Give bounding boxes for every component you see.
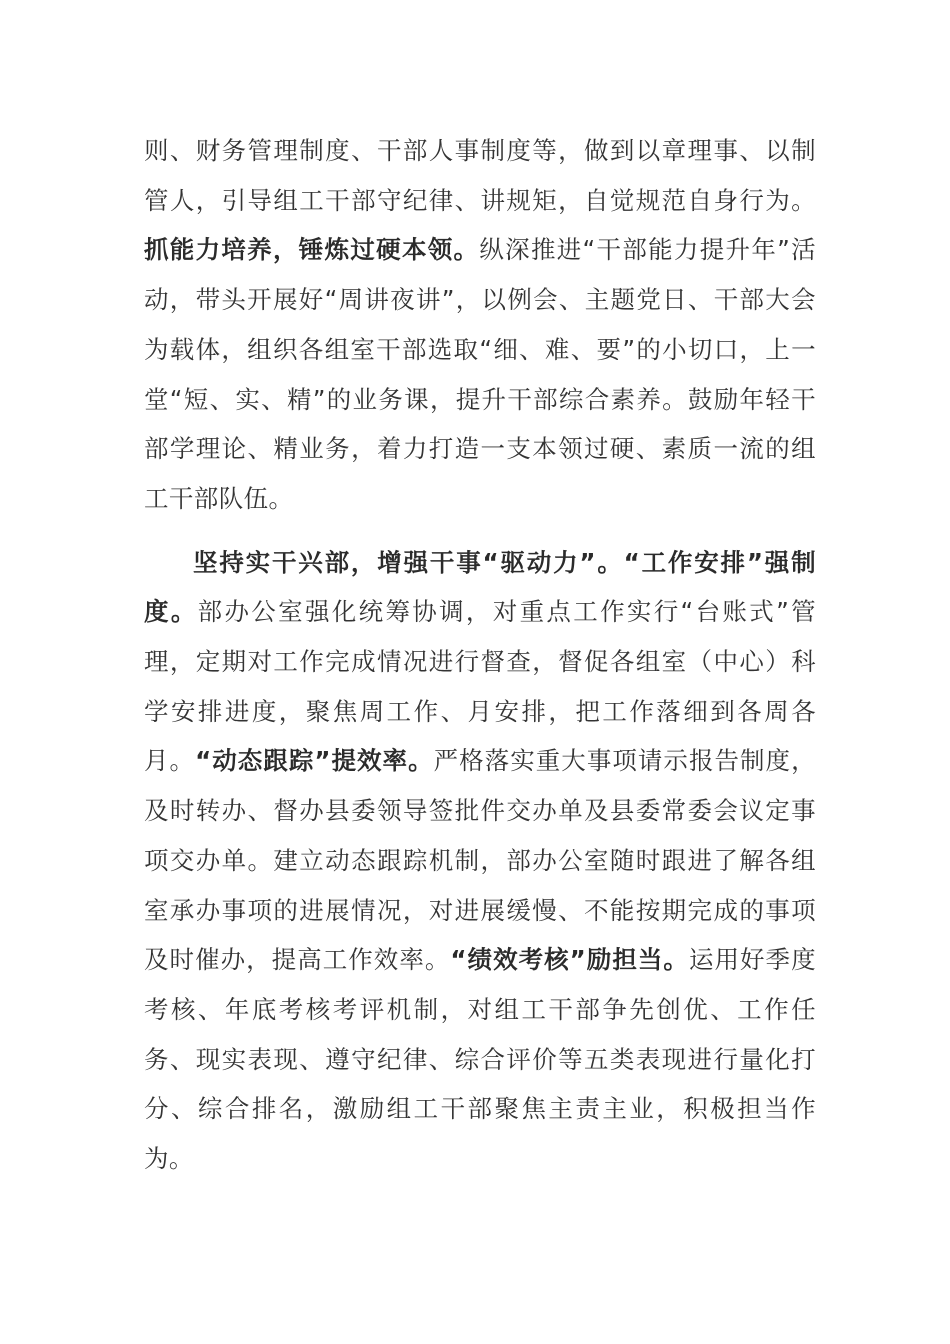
- paragraph-2-text-a: 部办公室强化统筹协调，对重点工作实行“台账式”管理，定期对工作完成情况进行督查，督促各组室（中心）科学安排进度，聚焦周工作、月安排，把工作落细到各周各月。: [144, 597, 816, 776]
- paragraph-2-heading-performance-assessment: “绩效考核”励担当。: [450, 945, 689, 975]
- paragraph-1-text-a: 则、财务管理制度、干部人事制度等，做到以章理事、以制管人，引导组工干部守纪律、讲规矩，自觉规范自身行为。: [144, 136, 816, 215]
- paragraph-2: [144, 538, 816, 1184]
- paragraph-2-text-b: 严格落实重大事项请示报告制度，及时转办、督办县委领导签批件交办单及县委常委会议定事项交办单。建立动态跟踪机制，部办公室随时跟进了解各组室承办事项的进展情况，对进展缓慢、不能按期完成的事项及时催办，提高工作效率。: [144, 746, 816, 975]
- paragraph-1: [144, 126, 816, 524]
- paragraph-2-heading-dynamic-tracking: “动态跟踪”提效率。: [195, 746, 434, 776]
- document-body: [144, 126, 816, 1184]
- paragraph-2-text-c: 运用好季度考核、年底考核考评机制，对组工干部争先创优、工作任务、现实表现、遵守纪律、综合评价等五类表现进行量化打分、综合排名，激励组工干部聚焦主责主业，积极担当作为。: [144, 945, 816, 1174]
- paragraph-2-heading-driving-force: 坚持实干兴部，增强干事“驱动力”。“工作安排”强制度。: [144, 547, 816, 627]
- paragraph-1-heading-ability-training: 抓能力培养，锤炼过硬本领。: [144, 235, 480, 265]
- paragraph-1-text-b: 纵深推进“干部能力提升年”活动，带头开展好“周讲夜讲”，以例会、主题党日、干部大会为载体，组织各组室干部选取“细、难、要”的小切口，上一堂“短、实、精”的业务课，提升干部综合素养。鼓励年轻干部学理论、精业务，着力打造一支本领过硬、素质一流的组工干部队伍。: [144, 235, 816, 513]
